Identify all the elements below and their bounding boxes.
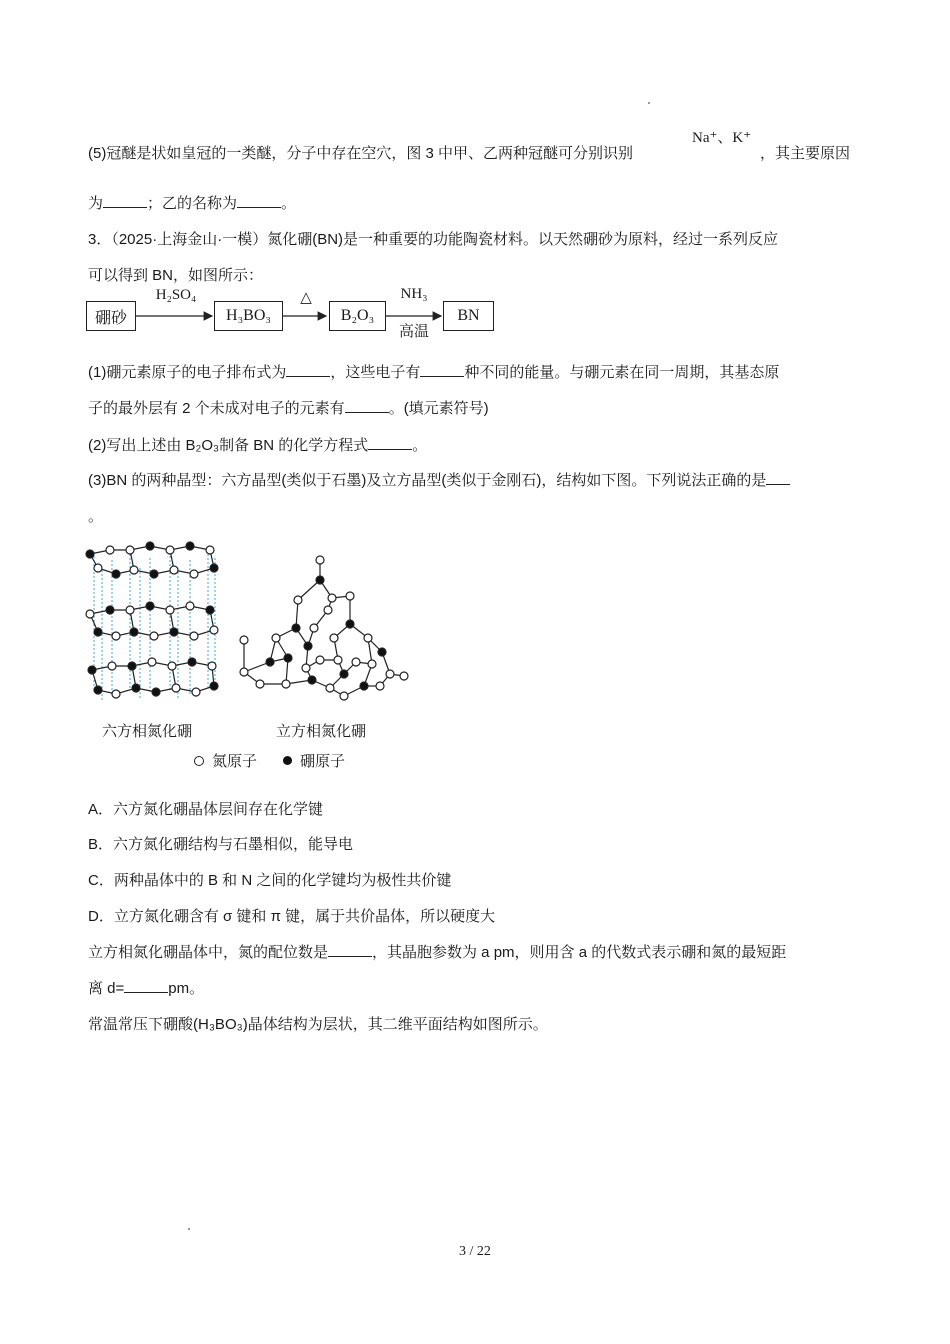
- answer-blank[interactable]: [328, 941, 372, 957]
- answer-blank[interactable]: [766, 469, 790, 485]
- scan-speck: [648, 102, 650, 104]
- q3-intro-2: 可以得到 BN，如图所示：: [88, 267, 264, 284]
- option-b[interactable]: B．六方氮化硼结构与石墨相似，能导电: [88, 836, 354, 853]
- flow-box-borax: 硼砂: [86, 301, 136, 331]
- q3-part4-line2: 离 d= pm。: [88, 977, 204, 998]
- caption-cubic-bn: 立方相氮化硼: [276, 724, 367, 740]
- q3-part4-line1: 立方相氮化硼晶体中，氮的配位数是 ，其晶胞参数为 a pm，则用含 a 的代数式表示硼和氮的最短距: [88, 941, 786, 962]
- flow-box-h3bo3: H₃BO₃: [214, 301, 283, 331]
- boron-filled-circle-icon: [283, 756, 292, 765]
- answer-blank[interactable]: [345, 397, 389, 413]
- legend-boron: 硼原子: [300, 754, 346, 770]
- nitrogen-open-circle-icon: [194, 756, 204, 766]
- figure-legend: [194, 750, 345, 771]
- hexagonal-bn-structure: [86, 542, 218, 700]
- q3-part1-line2: 子的最外层有 2 个未成对电子的元素有 。(填元素符号): [88, 397, 489, 418]
- page-number: 3 / 22: [459, 1244, 491, 1259]
- q3-part5: 常温常压下硼酸(H₃BO₃)晶体结构为层状，其二维平面结构如图所示。: [88, 1016, 548, 1033]
- legend-nitrogen: 氮原子: [212, 754, 258, 770]
- option-c[interactable]: C．两种晶体中的 B 和 N 之间的化学键均为极性共价键: [88, 872, 452, 889]
- q5-line2: 为 ；乙的名称为 。: [88, 192, 296, 213]
- q5-line1-end: ，其主要原因: [760, 145, 851, 162]
- ion-label: Na⁺、K⁺: [692, 130, 752, 146]
- answer-blank[interactable]: [237, 192, 281, 208]
- answer-blank[interactable]: [368, 434, 412, 450]
- answer-blank[interactable]: [286, 361, 330, 377]
- q3-part3: (3)BN 的两种晶型：六方晶型(类似于石墨)及立方晶型(类似于金刚石)，结构如下图。下列说法正确的是: [88, 469, 790, 490]
- flow-heat-symbol: △: [300, 290, 312, 306]
- q3-intro-1: 3．（2025·上海金山·一模）氮化硼(BN)是一种重要的功能陶瓷材料。以天然硼砂为原料，经过一系列反应: [88, 231, 779, 248]
- flow-reagent-h2so4: H₂SO₄: [155, 287, 197, 303]
- bn-crystal-structures-figure: [80, 540, 420, 710]
- flow-reagent-nh3: NH₃: [400, 286, 428, 302]
- caption-hexagonal-bn: 六方相氮化硼: [102, 724, 193, 740]
- option-a[interactable]: A．六方氮化硼晶体层间存在化学键: [88, 801, 324, 818]
- reaction-flow-diagram: [86, 286, 506, 341]
- flow-box-b2o3: B₂O₃: [329, 301, 386, 331]
- option-d[interactable]: D．立方氮化硼含有 σ 键和 π 键，属于共价晶体，所以硬度大: [88, 908, 496, 925]
- q3-part1-line1: (1)硼元素原子的电子排布式为 ，这些电子有 种不同的能量。与硼元素在同一周期，其基态原: [88, 361, 779, 382]
- cubic-bn-structure: [240, 556, 408, 700]
- scan-speck: [188, 1228, 190, 1230]
- q5-line1: (5)冠醚是状如皇冠的一类醚，分子中存在空穴，图 3 中甲、乙两种冠醚可分别识别: [88, 145, 634, 162]
- answer-blank[interactable]: [420, 361, 464, 377]
- flow-box-bn: BN: [443, 301, 494, 331]
- answer-blank[interactable]: [124, 977, 168, 993]
- q3-part2: (2)写出上述由 B₂O₃制备 BN 的化学方程式 。: [88, 434, 427, 455]
- q3-part3-end: 。: [88, 508, 104, 525]
- flow-condition-high-temp: 高温: [398, 324, 429, 340]
- answer-blank[interactable]: [103, 192, 147, 208]
